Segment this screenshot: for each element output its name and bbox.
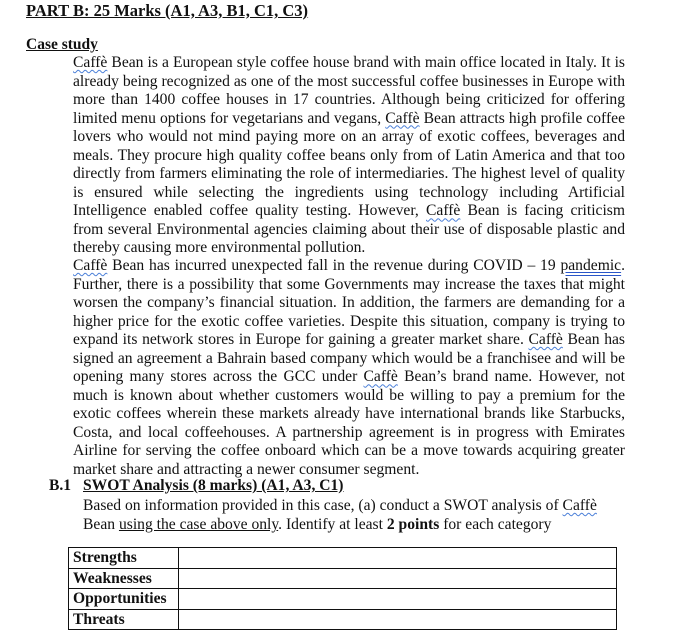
brand-name: Caffè bbox=[73, 257, 108, 274]
part-title: PART B: 25 Marks (A1, A3, B1, C1, C3) bbox=[26, 1, 309, 20]
case-study-heading: Case study bbox=[26, 36, 98, 53]
swot-label-threats: Threats bbox=[69, 609, 179, 630]
brand-name: Caffè bbox=[528, 331, 563, 349]
case-paragraph-2 bbox=[73, 257, 625, 480]
question-body-underlined: using the case above only bbox=[118, 516, 279, 533]
question-body bbox=[83, 496, 628, 534]
brand-name: Caffè bbox=[73, 54, 108, 71]
brand-name: Caffè bbox=[426, 202, 461, 220]
swot-label-strengths: Strengths bbox=[69, 548, 179, 569]
swot-answer-threats[interactable] bbox=[179, 609, 617, 630]
para1-text-c: Bean is facing criticism from several Environmental agencies claiming about their use of disposable plastic and thereby causing more environmental pollution. bbox=[73, 202, 626, 257]
question-body-a: Based on information provided in this case, (a) conduct a SWOT analysis of bbox=[83, 497, 563, 514]
brand-name: Caffè bbox=[385, 109, 420, 127]
para2-text-a: Bean has incurred unexpected fall in the revenue during COVID – 19 bbox=[107, 257, 561, 274]
question-body-c: . Identify at least bbox=[278, 516, 387, 533]
para2-text-b: . Further, there is a possibility that some Governments may increase the taxes that might worsen the company’s financial situation. In addition, the farmers are demanding for a higher price for the exotic coffee varieties. Despite this situation, company is trying to expand its network stores in Europe for gaining a greater market share. bbox=[73, 257, 625, 349]
swot-answer-strengths[interactable] bbox=[179, 548, 617, 569]
para1-text-b: Bean attracts high profile coffee lovers who would not mind paying more on an array of exotic coffees, beverages and meals. They procure high quality coffee beans only from of Latin America and that too directly from farmers eliminating the role of intermediaries. The highest level of quality is ensured while selecting the ingredients using technology including Artificial Intelligence enabled coffee quality testing. However, bbox=[73, 109, 625, 220]
para2-text-c: Bean has signed an agreement a Bahrain based company which would be a franchisee and will be opening many stores across the GCC under bbox=[73, 331, 625, 386]
para2-text-d: Bean’s brand name. However, not much is known about whether customers would be willing to pay a premium for the exotic coffees wherein these markets already have international brands like Starbucks, Costa, and local coffeehouses. A partnership agreement is in progress with Emirates Airline for serving the coffee onboard which can be a move towards acquiring greater market share and attracting a newer consumer segment. bbox=[73, 368, 625, 479]
pandemic-word: pandemic bbox=[560, 257, 622, 274]
table-row bbox=[69, 568, 617, 589]
para1-text-a: Bean is a European style coffee house brand with main office located in Italy. It is already being recognized as one of the most successful coffee businesses in Europe with more than 1400 coffee houses in 17 countries. Although being criticized for offering limited menu options for vegetarians and vegans, bbox=[73, 54, 625, 127]
brand-name: Caffè bbox=[562, 497, 597, 514]
question-title: SWOT Analysis (8 marks) (A1, A3, C1) bbox=[83, 477, 344, 494]
case-paragraph-1 bbox=[73, 54, 625, 258]
table-row bbox=[69, 589, 617, 610]
swot-table bbox=[68, 547, 617, 630]
swot-label-weaknesses: Weaknesses bbox=[69, 568, 179, 589]
question-body-d: for each category bbox=[439, 516, 552, 533]
swot-answer-opportunities[interactable] bbox=[179, 589, 617, 610]
brand-name: Caffè bbox=[363, 368, 398, 386]
question-number: B.1 bbox=[49, 477, 72, 494]
table-row bbox=[69, 548, 617, 569]
question-body-b: Bean bbox=[83, 516, 119, 533]
swot-label-opportunities: Opportunities bbox=[69, 589, 179, 610]
swot-answer-weaknesses[interactable] bbox=[179, 568, 617, 589]
question-points: 2 points bbox=[386, 516, 440, 533]
table-row bbox=[69, 609, 617, 630]
